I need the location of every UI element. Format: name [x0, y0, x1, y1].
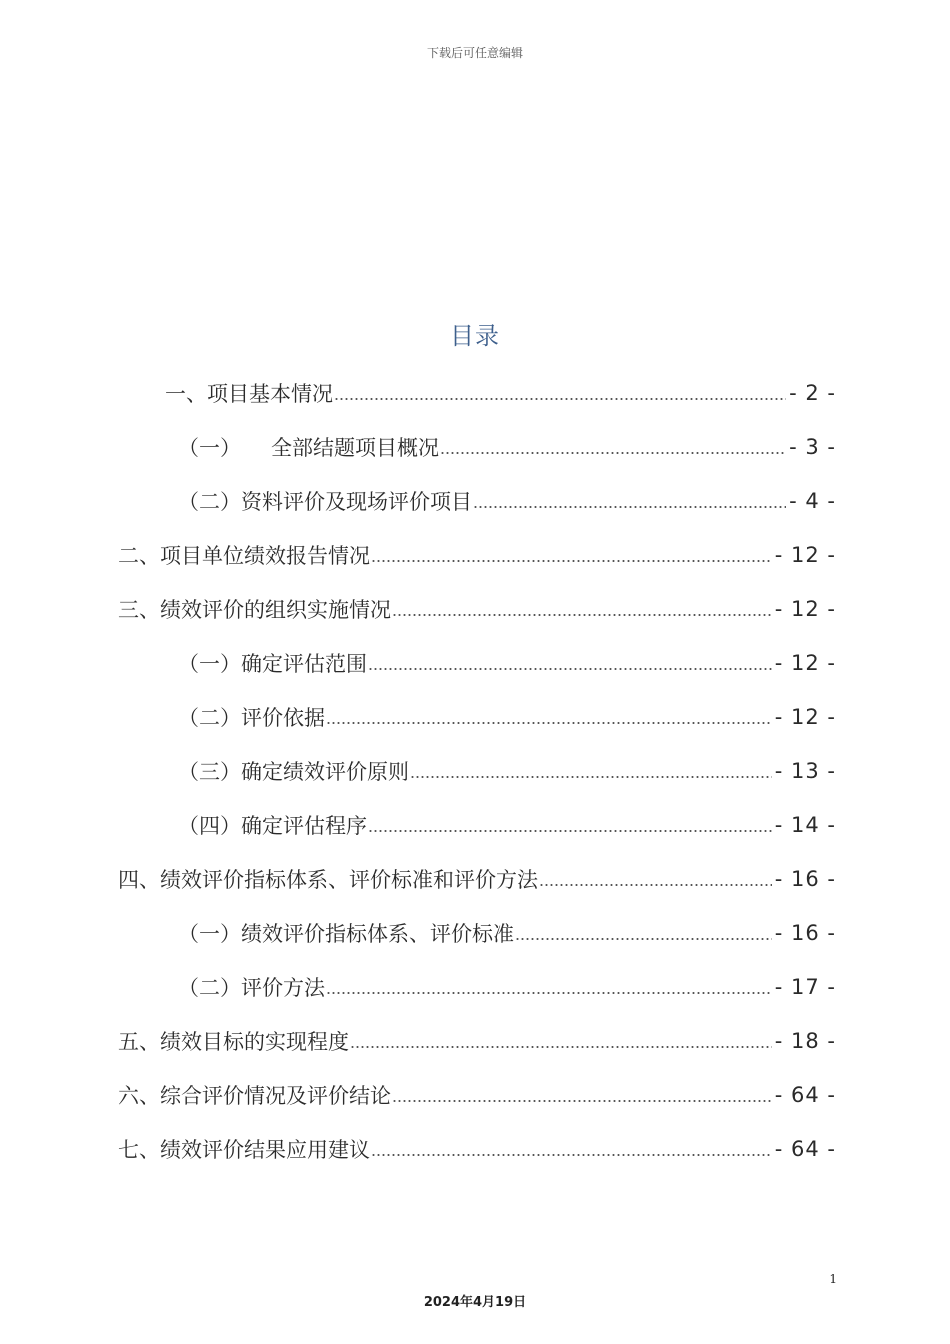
toc-entry-page: - 12 -: [774, 651, 836, 675]
toc-entry-procedure[interactable]: [178, 798, 836, 852]
toc-entry-label: （三）确定绩效评价原则: [178, 760, 409, 784]
dot-leader: [410, 774, 772, 780]
toc-entry-label: 四、绩效评价指标体系、评价标准和评价方法: [118, 868, 538, 892]
dot-leader: [368, 828, 772, 834]
toc-entry-page: - 2 -: [789, 381, 836, 405]
toc-entry-label: 六、综合评价情况及评价结论: [118, 1084, 391, 1108]
footer-date: 2024年4月19日: [423, 1295, 527, 1310]
toc-entry-goal-achievement[interactable]: [118, 1014, 836, 1068]
toc-entry-recommendations[interactable]: [118, 1122, 836, 1176]
toc-entry-page: - 64 -: [774, 1083, 836, 1107]
dot-leader: [392, 1098, 772, 1104]
toc-entry-document-onsite-review[interactable]: [178, 474, 836, 528]
toc-entry-label: 二、项目单位绩效报告情况: [118, 544, 370, 568]
toc-entry-label: （一）绩效评价指标体系、评价标准: [178, 922, 514, 946]
toc-entry-indicator-standards[interactable]: [178, 906, 836, 960]
dot-leader: [440, 450, 786, 456]
toc-entry-page: - 12 -: [774, 597, 836, 621]
toc-entry-scope[interactable]: [178, 636, 836, 690]
dot-leader: [326, 990, 772, 996]
toc-entry-organization[interactable]: [118, 582, 836, 636]
toc-entry-page: - 18 -: [774, 1029, 836, 1053]
dot-leader: [539, 882, 772, 888]
toc-entry-page: - 13 -: [774, 759, 836, 783]
toc-entry-project-basics[interactable]: [165, 366, 836, 420]
toc-entry-overall-conclusion[interactable]: [118, 1068, 836, 1122]
toc-entry-page: - 3 -: [789, 435, 836, 459]
toc-entry-principles[interactable]: [178, 744, 836, 798]
dot-leader: [326, 720, 772, 726]
toc-entry-page: - 4 -: [789, 489, 836, 513]
toc-entry-label: 三、绩效评价的组织实施情况: [118, 598, 391, 622]
page-number: 1: [829, 1272, 837, 1286]
toc-entry-indicator-system[interactable]: [118, 852, 836, 906]
toc-entry-page: - 12 -: [774, 543, 836, 567]
toc-entry-basis[interactable]: [178, 690, 836, 744]
toc-entry-label: （二）评价方法: [178, 976, 325, 1000]
dot-leader: [473, 504, 786, 510]
dot-leader: [515, 936, 772, 942]
toc-entry-page: - 16 -: [774, 921, 836, 945]
dot-leader: [371, 558, 772, 564]
toc-title: 目录: [450, 322, 500, 350]
toc-entry-prefix: （一）: [178, 436, 241, 460]
toc-entry-text: 全部结题项目概况: [271, 436, 439, 460]
toc-entry-page: - 16 -: [774, 867, 836, 891]
toc-entry-label: [178, 432, 439, 462]
toc-entry-label: 一、项目基本情况: [165, 382, 333, 406]
toc-entry-page: - 12 -: [774, 705, 836, 729]
toc-entry-page: - 64 -: [774, 1137, 836, 1161]
toc-entry-label: （四）确定评估程序: [178, 814, 367, 838]
toc-entry-page: - 14 -: [774, 813, 836, 837]
toc-entry-completed-projects[interactable]: [178, 420, 836, 474]
dot-leader: [368, 666, 772, 672]
toc-entry-label: （一）确定评估范围: [178, 652, 367, 676]
toc-entry-unit-report[interactable]: [118, 528, 836, 582]
toc-entry-page: - 17 -: [774, 975, 836, 999]
dot-leader: [392, 612, 772, 618]
toc-entry-label: 七、绩效评价结果应用建议: [118, 1138, 370, 1162]
dot-leader: [371, 1152, 772, 1158]
toc-entry-methods[interactable]: [178, 960, 836, 1014]
dot-leader: [350, 1044, 772, 1050]
toc-entry-label: 五、绩效目标的实现程度: [118, 1030, 349, 1054]
toc-entry-label: （二）评价依据: [178, 706, 325, 730]
toc-entry-label: （二）资料评价及现场评价项目: [178, 490, 472, 514]
page-header: 下载后可任意编辑: [426, 46, 523, 60]
dot-leader: [334, 396, 786, 402]
